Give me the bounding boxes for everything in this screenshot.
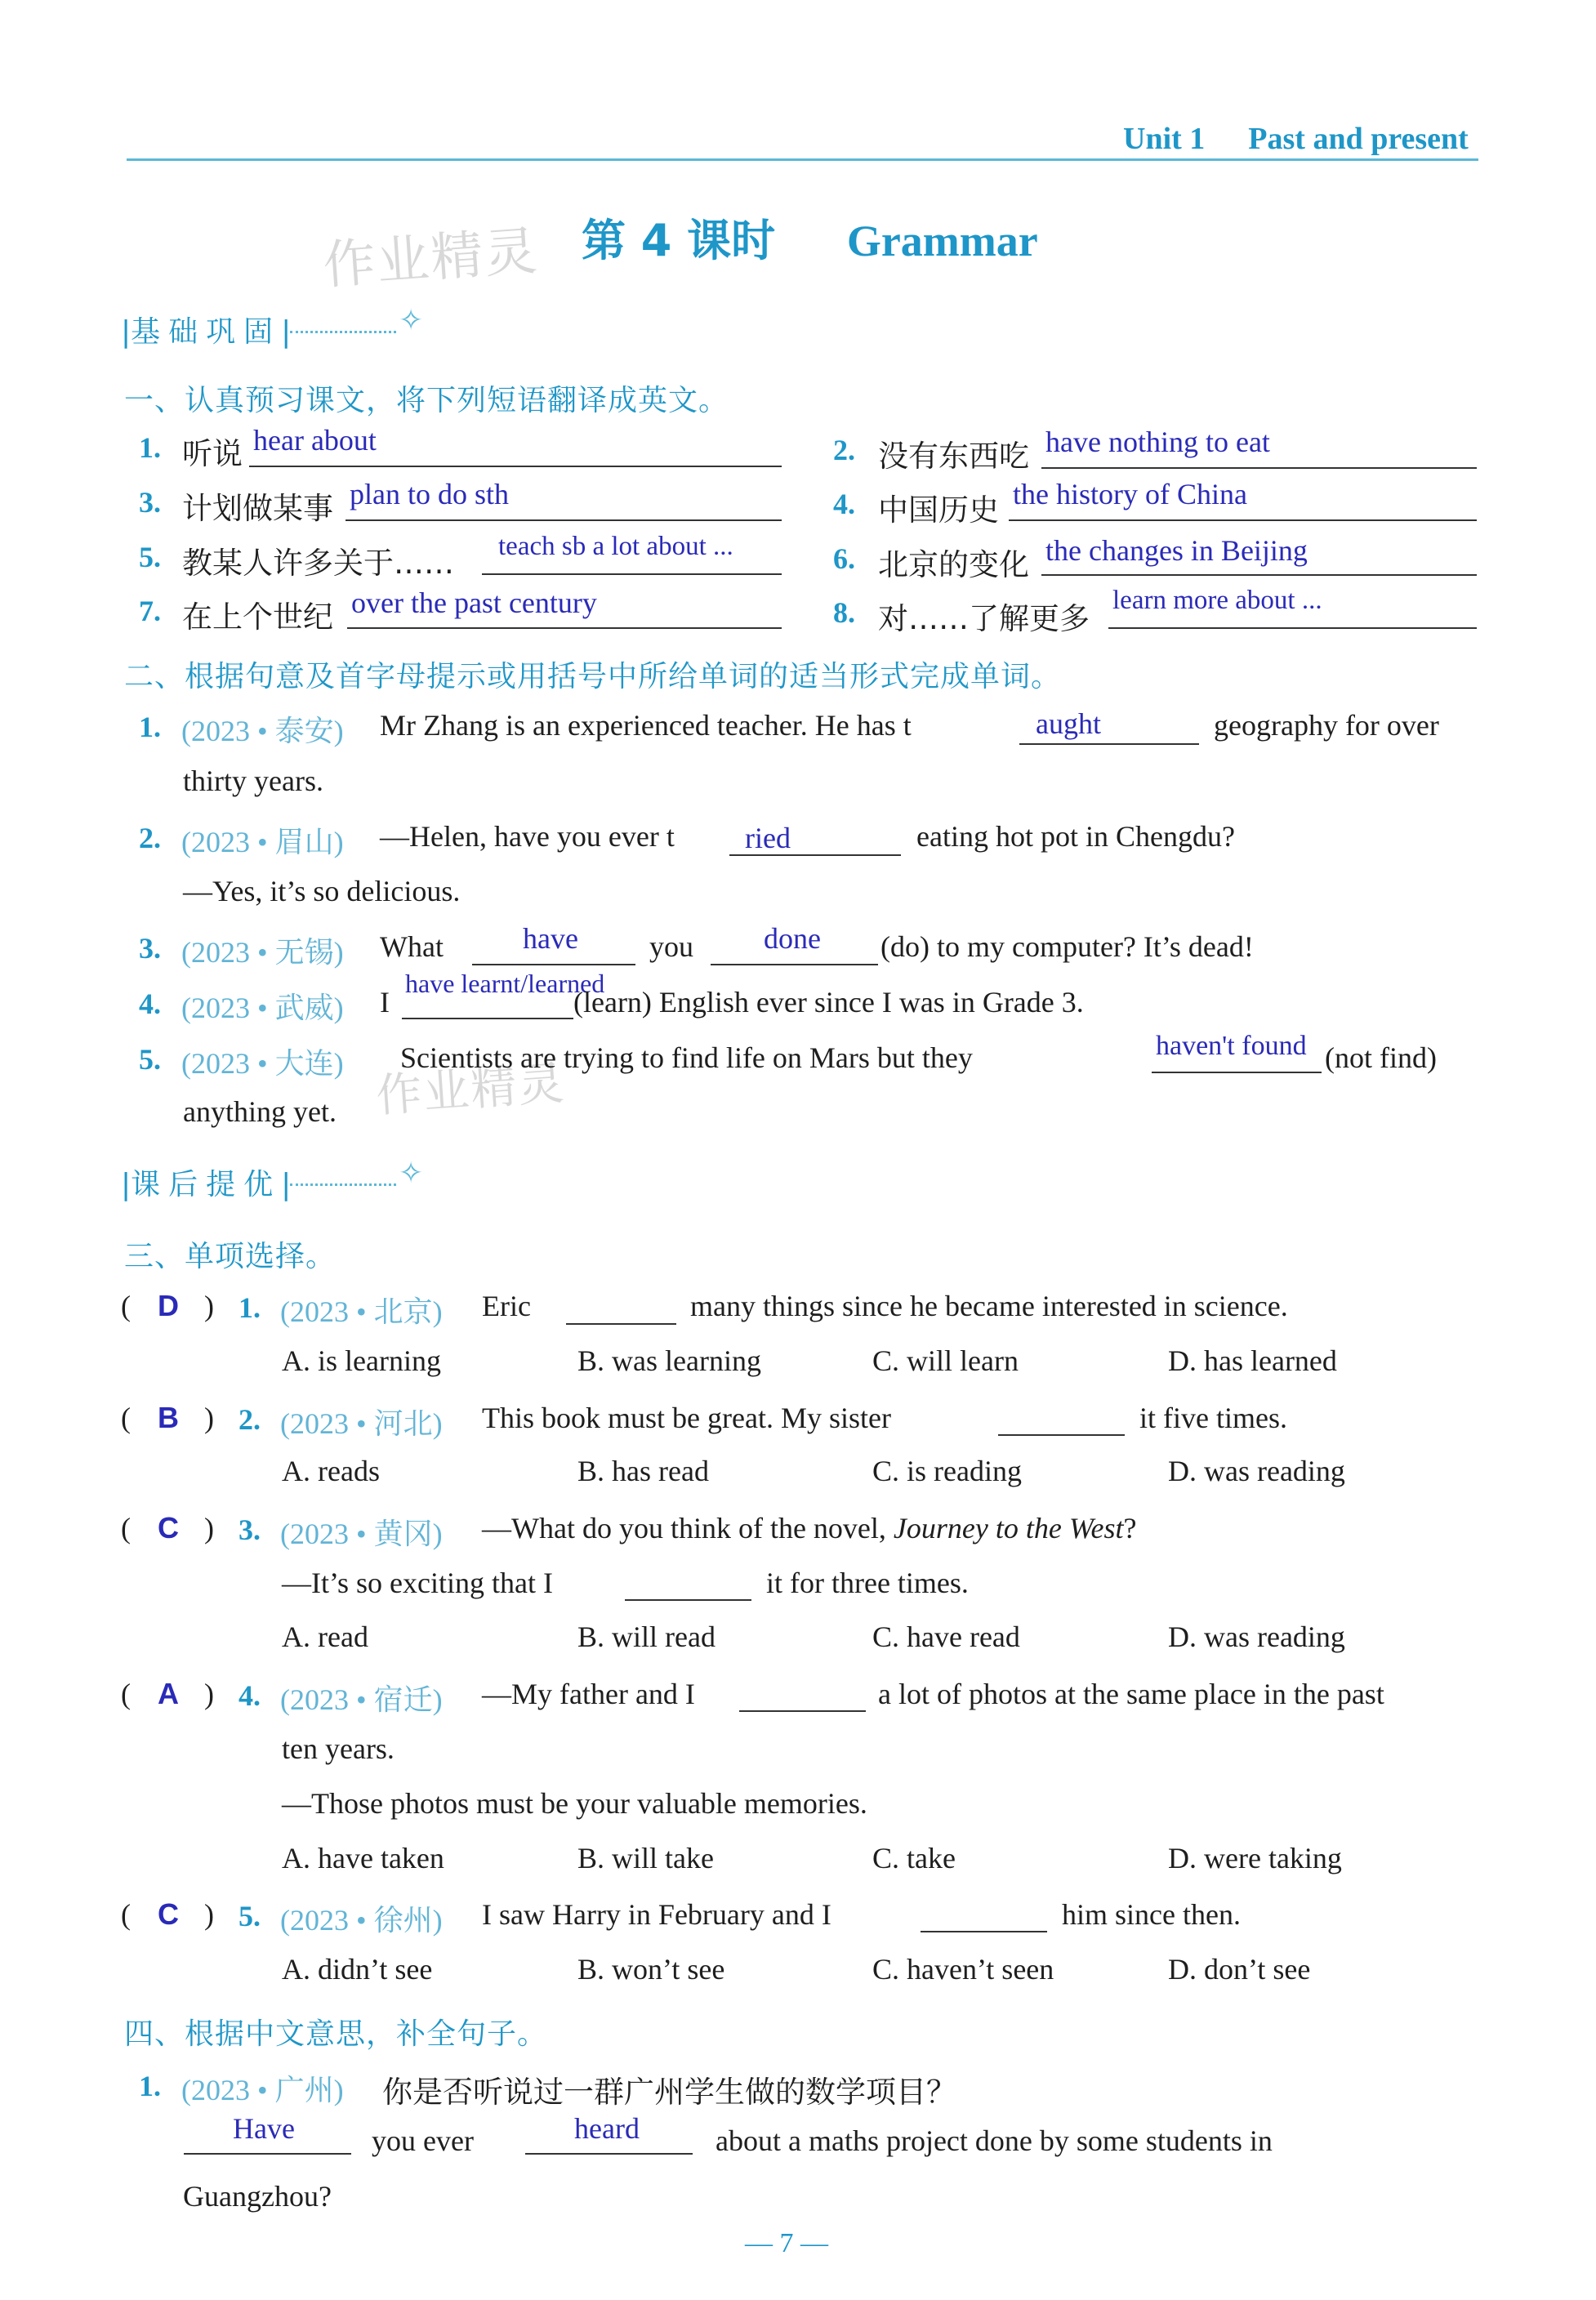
p1-cn-6: 北京的变化 <box>878 547 1029 582</box>
p1-blank-5 <box>482 573 782 575</box>
p1-answer-1: hear about <box>253 424 377 457</box>
splash-icon: ✧ <box>399 304 424 337</box>
p2-q2-answer: ried <box>745 822 791 854</box>
section-after-tag: |课后提优| <box>121 1168 292 1201</box>
p1-answer-8: learn more about ... <box>1112 586 1322 615</box>
header-rule <box>127 158 1478 161</box>
p2-q3-blank-2 <box>711 964 878 965</box>
p3-paren-close-1: ) <box>204 1290 214 1322</box>
p2-q4-text-a: I <box>380 986 390 1019</box>
p3-q3-line2-b: it for three times. <box>766 1567 969 1599</box>
p2-q2-text-a: —Helen, have you ever t <box>380 820 675 853</box>
p1-answer-5: teach sb a lot about ... <box>498 532 733 561</box>
part1-instruction: 一、认真预习课文，将下列短语翻译成英文。 <box>124 384 729 417</box>
p3-src-5: (2023 • 徐州) <box>280 1904 443 1937</box>
p2-src-5: (2023 • 大连) <box>181 1047 344 1080</box>
p2-num-5: 5. <box>139 1043 161 1076</box>
p3-answer-4: A <box>158 1677 179 1710</box>
p2-q5-text-c: anything yet. <box>183 1095 337 1128</box>
unit-topic: Past and present <box>1248 122 1469 156</box>
p1-answer-7: over the past century <box>351 586 597 619</box>
p3-answer-5: C <box>158 1897 179 1931</box>
p1-blank-7 <box>347 627 782 629</box>
p3-q2-stem-a: This book must be great. My sister <box>482 1402 891 1434</box>
section-basic-tag: |基础巩固| <box>121 315 292 349</box>
part3-instruction: 三、单项选择。 <box>124 1240 337 1273</box>
p2-q1-text-c: thirty years. <box>183 764 323 797</box>
p3-q3-opt-c: C. have read <box>872 1620 1020 1653</box>
p2-num-1: 1. <box>139 711 161 743</box>
p1-cn-2: 没有东西吃 <box>878 439 1029 474</box>
p3-src-2: (2023 • 河北) <box>280 1407 443 1440</box>
p2-q2-text-c: —Yes, it’s so delicious. <box>183 875 461 907</box>
p3-paren-open-2: ( <box>121 1402 131 1434</box>
p3-q4-opt-b: B. will take <box>577 1842 714 1874</box>
p1-blank-8 <box>1108 627 1477 629</box>
p3-q5-stem-a: I saw Harry in February and I <box>482 1898 831 1931</box>
p1-num-7: 7. <box>139 595 161 627</box>
unit-header <box>1123 121 1469 157</box>
unit-label: Unit 1 <box>1123 122 1206 156</box>
p1-cn-1: 听说 <box>182 436 243 471</box>
p4-q1-blank-2 <box>525 2153 693 2155</box>
p3-paren-close-3: ) <box>204 1512 214 1544</box>
p3-q2-opt-d: D. was reading <box>1168 1455 1345 1487</box>
page-number: — 7 — <box>745 2228 828 2258</box>
lesson-title-cn: 第 4 课时 <box>582 215 776 266</box>
p4-num-1: 1. <box>139 2070 161 2102</box>
p2-q4-answer: have learnt/learned <box>405 969 605 998</box>
p3-paren-open-4: ( <box>121 1678 131 1710</box>
p1-answer-3: plan to do sth <box>350 478 509 510</box>
p3-paren-close-5: ) <box>204 1898 214 1931</box>
p3-paren-close-2: ) <box>204 1402 214 1434</box>
p1-num-3: 3. <box>139 486 161 519</box>
p3-q5-opt-d: D. don’t see <box>1168 1953 1311 1986</box>
p1-blank-4 <box>1009 519 1477 521</box>
p3-q3-line2-a: —It’s so exciting that I <box>282 1567 553 1599</box>
section-basic-dots <box>290 331 396 333</box>
p3-q2-opt-a: A. reads <box>282 1455 380 1487</box>
p1-cn-5: 教某人许多关于…… <box>182 546 454 581</box>
p1-num-5: 5. <box>139 541 161 573</box>
p3-q1-stem-a: Eric <box>482 1290 531 1322</box>
p1-num-8: 8. <box>833 596 855 629</box>
p2-src-3: (2023 • 无锡) <box>181 936 344 969</box>
p4-q1-words-3: Guangzhou? <box>183 2180 332 2213</box>
p3-q5-opt-b: B. won’t see <box>577 1953 725 1986</box>
lesson-title <box>582 206 1038 269</box>
p2-num-3: 3. <box>139 932 161 965</box>
p1-cn-7: 在上个世纪 <box>182 600 333 635</box>
p4-q1-answer-2: heard <box>574 2112 640 2145</box>
section-basic-label: 基础巩固 <box>131 315 282 349</box>
p1-answer-4: the history of China <box>1013 478 1247 510</box>
p2-q1-answer: aught <box>1036 707 1101 740</box>
p2-q3-answer-2: done <box>764 922 821 955</box>
section-after-label: 课后提优 <box>131 1168 282 1201</box>
p2-q4-text-b: (learn) English ever since I was in Grade 3. <box>573 986 1084 1019</box>
p2-q3-answer-1: have <box>523 922 578 955</box>
p3-q4-opt-d: D. were taking <box>1168 1842 1342 1874</box>
p3-q3-stem-a <box>482 1511 1137 1545</box>
p2-q1-text-a: Mr Zhang is an experienced teacher. He has t <box>380 709 912 742</box>
p3-answer-2: B <box>158 1401 179 1434</box>
p3-q3-stem-text: —What do you think of the novel, <box>482 1512 894 1544</box>
p3-q5-opt-c: C. haven’t seen <box>872 1953 1054 1986</box>
part2-instruction: 二、根据句意及首字母提示或用括号中所给单词的适当形式完成单词。 <box>124 660 1062 693</box>
p1-cn-3: 计划做某事 <box>182 491 333 526</box>
p4-src-1: (2023 • 广州) <box>181 2074 344 2106</box>
p2-q4-blank <box>402 1018 573 1019</box>
p2-num-4: 4. <box>139 987 161 1020</box>
p1-blank-6 <box>1041 574 1477 576</box>
part4-instruction: 四、根据中文意思，补全句子。 <box>124 2017 548 2051</box>
p2-q5-blank <box>1152 1072 1322 1073</box>
p3-q4-blank <box>739 1710 866 1712</box>
p1-answer-6: the changes in Beijing <box>1045 534 1308 567</box>
watermark-mid: 作业精灵 <box>374 1056 568 1124</box>
p2-q2-blank <box>729 854 901 856</box>
p3-q1-stem-b: many things since he became interested in science. <box>690 1290 1288 1322</box>
p3-q4-line2: ten years. <box>282 1732 395 1765</box>
p2-src-4: (2023 • 武威) <box>181 992 344 1024</box>
p2-src-2: (2023 • 眉山) <box>181 826 344 858</box>
p2-q3-text-a: What <box>380 930 444 963</box>
p3-q4-line3: —Those photos must be your valuable memories. <box>282 1787 867 1820</box>
p1-blank-2 <box>1041 467 1477 469</box>
p3-q5-stem-b: him since then. <box>1062 1898 1241 1931</box>
p4-q1-words-2: about a maths project done by some students in <box>716 2124 1273 2157</box>
p2-q1-blank <box>1019 743 1199 745</box>
p4-q1-cn: 你是否听说过一群广州学生做的数学项目？ <box>382 2075 956 2110</box>
p3-num-5: 5. <box>239 1900 261 1932</box>
p3-q3-stem-end: ? <box>1123 1512 1137 1544</box>
p3-q3-opt-b: B. will read <box>577 1620 716 1653</box>
p3-q2-opt-c: C. is reading <box>872 1455 1022 1487</box>
p3-q5-blank <box>921 1931 1047 1932</box>
p3-q2-blank <box>998 1434 1125 1436</box>
p3-q3-opt-d: D. was reading <box>1168 1620 1345 1653</box>
p4-q1-blank-1 <box>184 2153 351 2155</box>
p1-num-1: 1. <box>139 431 161 464</box>
p1-num-4: 4. <box>833 488 855 520</box>
p3-num-2: 2. <box>239 1403 261 1436</box>
p2-num-2: 2. <box>139 822 161 854</box>
p2-q2-text-b: eating hot pot in Chengdu? <box>916 820 1235 853</box>
p3-q3-blank <box>625 1599 751 1601</box>
p3-q3-opt-a: A. read <box>282 1620 368 1653</box>
p1-cn-4: 中国历史 <box>878 493 999 528</box>
p3-answer-3: C <box>158 1511 179 1544</box>
p3-q4-opt-a: A. have taken <box>282 1842 444 1874</box>
p3-paren-close-4: ) <box>204 1678 214 1710</box>
p2-q3-text-b: you <box>649 930 693 963</box>
p3-num-3: 3. <box>239 1513 261 1546</box>
p3-src-3: (2023 • 黄冈) <box>280 1518 443 1550</box>
splash-icon-2: ✧ <box>399 1157 424 1190</box>
p3-src-4: (2023 • 宿迁) <box>280 1683 443 1716</box>
lesson-title-en: Grammar <box>846 216 1038 265</box>
p1-answer-2: have nothing to eat <box>1045 426 1270 458</box>
p3-q4-opt-c: C. take <box>872 1842 956 1874</box>
p2-q5-answer: haven't found <box>1156 1031 1307 1061</box>
p3-paren-open-1: ( <box>121 1290 131 1322</box>
p2-q1-text-b: geography for over <box>1214 709 1439 742</box>
p1-cn-8: 对……了解更多 <box>878 601 1090 636</box>
p3-q2-opt-b: B. has read <box>577 1455 709 1487</box>
p3-src-1: (2023 • 北京) <box>280 1295 443 1328</box>
p4-q1-answer-1: Have <box>233 2112 295 2145</box>
p3-q4-stem-b: a lot of photos at the same place in the past <box>878 1678 1384 1710</box>
p3-q1-opt-b: B. was learning <box>577 1344 761 1377</box>
p2-q5-text-a: Scientists are trying to find life on Mars but they <box>400 1041 973 1074</box>
p1-blank-1 <box>249 466 782 467</box>
p1-num-2: 2. <box>833 434 855 466</box>
p3-num-4: 4. <box>239 1679 261 1712</box>
p1-num-6: 6. <box>833 542 855 575</box>
p2-q5-text-b: (not find) <box>1325 1041 1437 1074</box>
p3-q2-stem-b: it five times. <box>1139 1402 1287 1434</box>
p3-q5-opt-a: A. didn’t see <box>282 1953 433 1986</box>
p3-q1-opt-a: A. is learning <box>282 1344 441 1377</box>
p2-q3-blank-1 <box>472 964 635 965</box>
p4-q1-words-1: you ever <box>372 2124 474 2157</box>
p3-q3-book-title: Journey to the West <box>893 1512 1124 1544</box>
p3-q1-blank <box>566 1323 676 1325</box>
p2-src-1: (2023 • 泰安) <box>181 715 344 747</box>
p1-blank-3 <box>346 519 782 521</box>
p3-num-1: 1. <box>239 1291 261 1324</box>
p3-paren-open-3: ( <box>121 1512 131 1544</box>
watermark-top: 作业精灵 <box>321 221 541 297</box>
p3-q1-opt-d: D. has learned <box>1168 1344 1337 1377</box>
p3-paren-open-5: ( <box>121 1898 131 1931</box>
section-after-dots <box>290 1183 396 1186</box>
p3-q1-opt-c: C. will learn <box>872 1344 1019 1377</box>
p2-q3-text-c: (do) to my computer? It’s dead! <box>880 930 1254 963</box>
p3-q4-stem-a: —My father and I <box>482 1678 695 1710</box>
p3-answer-1: D <box>158 1289 179 1322</box>
